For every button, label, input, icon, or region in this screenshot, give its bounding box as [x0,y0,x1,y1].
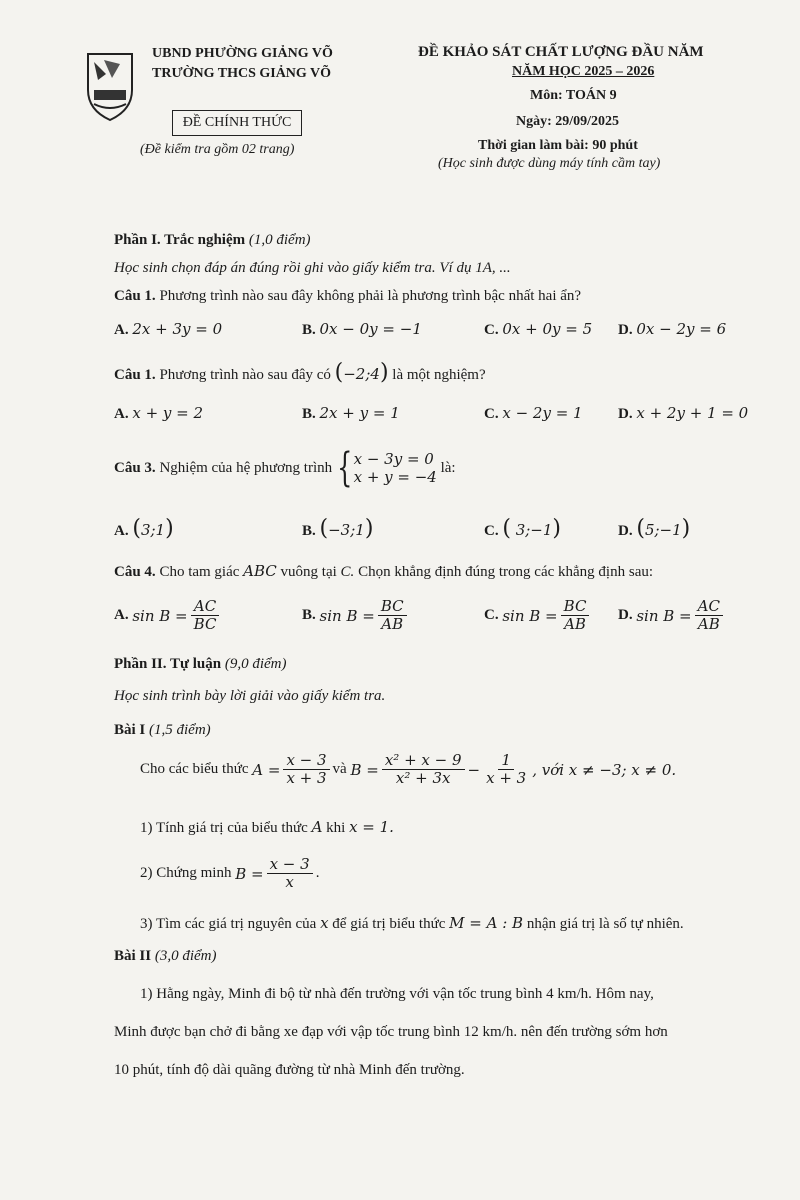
option-key: D. [618,523,633,539]
question-label: Câu 1. [114,288,156,304]
bai1-title: Bài I [114,722,146,738]
system-eq-1: x − 3y = 0 [353,450,434,468]
option-expr: 3;1 [140,521,166,539]
option-expr: 2x + y = 1 [319,404,400,422]
option-expr: 0x + 0y = 5 [502,320,593,338]
option-key: A. [114,406,129,422]
bai1-heading [114,722,211,739]
question-text: Nghiệm của hệ phương trình [159,459,333,476]
q3-option-a[interactable]: A. (3;1) [114,516,174,541]
item-var: A [311,818,323,836]
expr-b-fraction-2 [483,752,529,788]
option-key: B. [302,322,316,338]
fraction-numerator: AC [191,598,219,616]
q4-option-b[interactable] [302,598,410,634]
part1-title: Phần I. Trắc nghiệm [114,232,246,248]
bai2-points: (3,0 điểm) [154,948,217,964]
and-word: và [332,761,347,778]
expr-a-lhs: A = [252,760,281,779]
question-1 [114,288,581,305]
bai1-intro: Cho các biểu thức [140,761,249,778]
option-key: B. [302,607,316,624]
q2-option-c[interactable] [484,404,583,423]
question-text-tail: là: [440,459,456,476]
question-label: Câu 1. [114,367,156,383]
school-year: NĂM HỌC 2025 – 2026 [512,64,655,79]
item-expr: M = A : B [449,914,524,932]
org-line-2: TRƯỜNG THCS GIẢNG VÕ [152,66,332,81]
expr-b-fraction-1 [382,752,465,788]
q1-option-c[interactable] [484,320,592,339]
duration: Thời gian làm bài: 90 phút [478,138,638,153]
fraction-denominator: x² + 3x [395,769,451,788]
question-label: Câu 4. [114,564,156,580]
item-text: 1) Tính giá trị của biểu thức [140,820,308,836]
item-mid: để giá trị biểu thức [332,916,446,932]
question-2: Câu 1. Phương trình nào sau đây có (−2;4) là một nghiệm? [114,360,486,385]
official-label: ĐỀ CHÍNH THỨC [182,115,292,130]
option-key: D. [618,406,633,422]
option-lhs: sin B = [132,606,188,625]
system-eq-2: x + y = −4 [353,468,437,486]
bai2-heading [114,948,217,965]
exam-title: ĐỀ KHẢO SÁT CHẤT LƯỢNG ĐẦU NĂM [418,44,704,60]
vertex-name: C. [340,564,355,580]
bai2-line-3: 10 phút, tính độ dài quãng đường từ nhà Minh đến trường. [114,1062,465,1078]
item-var: x [320,914,329,932]
option-expr: 3;−1 [510,521,553,539]
equation-system [354,450,437,486]
bai1-points: (1,5 điểm) [149,722,211,738]
option-expr: 2x + 3y = 0 [132,320,223,338]
fraction-numerator: BC [378,598,407,616]
part2-title: Phần II. Tự luận [114,656,222,672]
q1-option-b[interactable] [302,320,422,339]
part2-heading [114,656,287,673]
option-key: C. [484,607,499,624]
option-expr: x − 2y = 1 [502,404,583,422]
question-text: Phương trình nào sau đây có [159,367,331,383]
part1-heading [114,232,311,249]
option-expr: 0x − 2y = 6 [636,320,727,338]
option-key: B. [302,523,316,539]
fraction-numerator: AC [695,598,723,616]
option-key: C. [484,322,499,338]
fraction-numerator: 1 [498,752,514,770]
option-expr: 5;−1 [644,521,682,539]
option-key: A. [114,322,129,338]
option-key: A. [114,607,129,624]
fraction-numerator: x² + x − 9 [382,752,465,770]
bai2-line-2: Minh được bạn chở đi bằng xe đạp với vập tốc trung bình 12 km/h. nên đến trường sớm hơn [114,1024,668,1040]
q3-option-c[interactable]: C. ( 3;−1) [484,516,562,541]
question-text-mid: vuông tại [280,564,337,580]
option-lhs: sin B = [319,606,375,625]
option-key: B. [302,406,316,422]
pages-note: (Đề kiểm tra gồm 02 trang) [140,142,295,157]
fraction-denominator: AB [381,615,404,634]
bai2-title: Bài II [114,948,152,964]
q2-option-a[interactable] [114,404,203,423]
question-label: Câu 3. [114,459,156,476]
item-value: x = 1. [349,818,394,836]
question-text: Phương trình nào sau đây không phải là phương trình bậc nhất hai ẩn? [159,288,582,304]
part2-points: (9,0 điểm) [224,656,287,672]
fraction-denominator: x + 3 [286,769,327,788]
q3-option-b[interactable]: B. (−3;1) [302,516,374,541]
q1-option-d[interactable] [618,320,726,339]
part1-instruction: Học sinh chọn đáp án đúng rồi ghi vào giấy kiểm tra. Ví dụ 1A, ... [114,260,511,276]
q2-option-d[interactable] [618,404,748,423]
bai1-item-2: 2) Chứng minh B = $\frac{x - 3}{x}$ . [140,855,320,892]
part2-instruction: Học sinh trình bày lời giải vào giấy kiểm tra. [114,688,386,704]
question-4 [114,562,653,581]
exam-date: Ngày: 29/09/2025 [516,114,620,129]
fraction-denominator: x [285,873,294,892]
option-key: D. [618,322,633,338]
option-expr: −3;1 [328,521,365,539]
q4-option-d[interactable] [618,598,726,634]
org-line-1: UBND PHƯỜNG GIẢNG VÕ [152,46,333,61]
question-text: Cho tam giác [159,564,240,580]
triangle-name: ABC [243,562,277,580]
bai1-expressions [140,752,676,788]
question-text-tail: là một nghiệm? [392,367,486,383]
option-lhs: sin B = [636,606,692,625]
option-expr: x + y = 2 [132,404,204,422]
option-key: A. [114,523,129,539]
part1-points: (1,0 điểm) [248,232,311,248]
option-key: C. [484,523,499,539]
bai1-item-1 [140,818,394,837]
fraction-numerator: x − 3 [283,752,329,770]
item-text: 2) Chứng minh [140,865,232,882]
option-expr: x + 2y + 1 = 0 [636,404,749,422]
minus-sign: − [467,760,481,779]
question-text-tail: Chọn khẳng định đúng trong các khẳng định sau: [358,564,654,580]
subject: Môn: TOÁN 9 [530,88,617,103]
official-label-box [172,110,302,136]
item-lhs: B = [235,864,264,883]
option-expr: 0x − 0y = −1 [319,320,422,338]
fraction-denominator: AB [697,615,720,634]
fraction-numerator: x − 3 [267,856,313,874]
question-3 [114,445,456,491]
item-tail: nhận giá trị là số tự nhiên. [526,916,684,932]
q3-option-d[interactable]: D. (5;−1) [618,516,691,541]
q2-option-b[interactable] [302,404,400,423]
item-tail: khi [326,820,346,836]
item-text: 3) Tìm các giá trị nguyên của [140,916,317,932]
option-key: D. [618,607,633,624]
option-lhs: sin B = [502,606,558,625]
fraction-denominator: x + 3 [486,769,527,788]
fraction-denominator: AB [564,615,586,634]
q4-option-a[interactable] [114,598,222,634]
bai2-line-1: 1) Hằng ngày, Minh đi bộ từ nhà đến trường với vận tốc trung bình 4 km/h. Hôm nay, [140,986,654,1002]
system-brace: { [337,445,353,491]
q4-option-c[interactable] [484,598,592,634]
domain-condition: , với x ≠ −3; x ≠ 0. [532,760,677,779]
expr-b-lhs: B = [350,760,379,779]
calculator-note: (Học sinh được dùng máy tính cầm tay) [438,156,661,171]
point-value: −2;4 [343,365,380,383]
fraction-denominator: BC [193,615,217,634]
school-logo [84,50,136,122]
option-key: C. [484,406,499,422]
expr-a-fraction [283,752,329,788]
bai1-item-3 [140,914,684,933]
fraction-numerator: BC [561,598,590,616]
item-fraction [267,856,313,892]
q1-option-a[interactable] [114,320,222,339]
